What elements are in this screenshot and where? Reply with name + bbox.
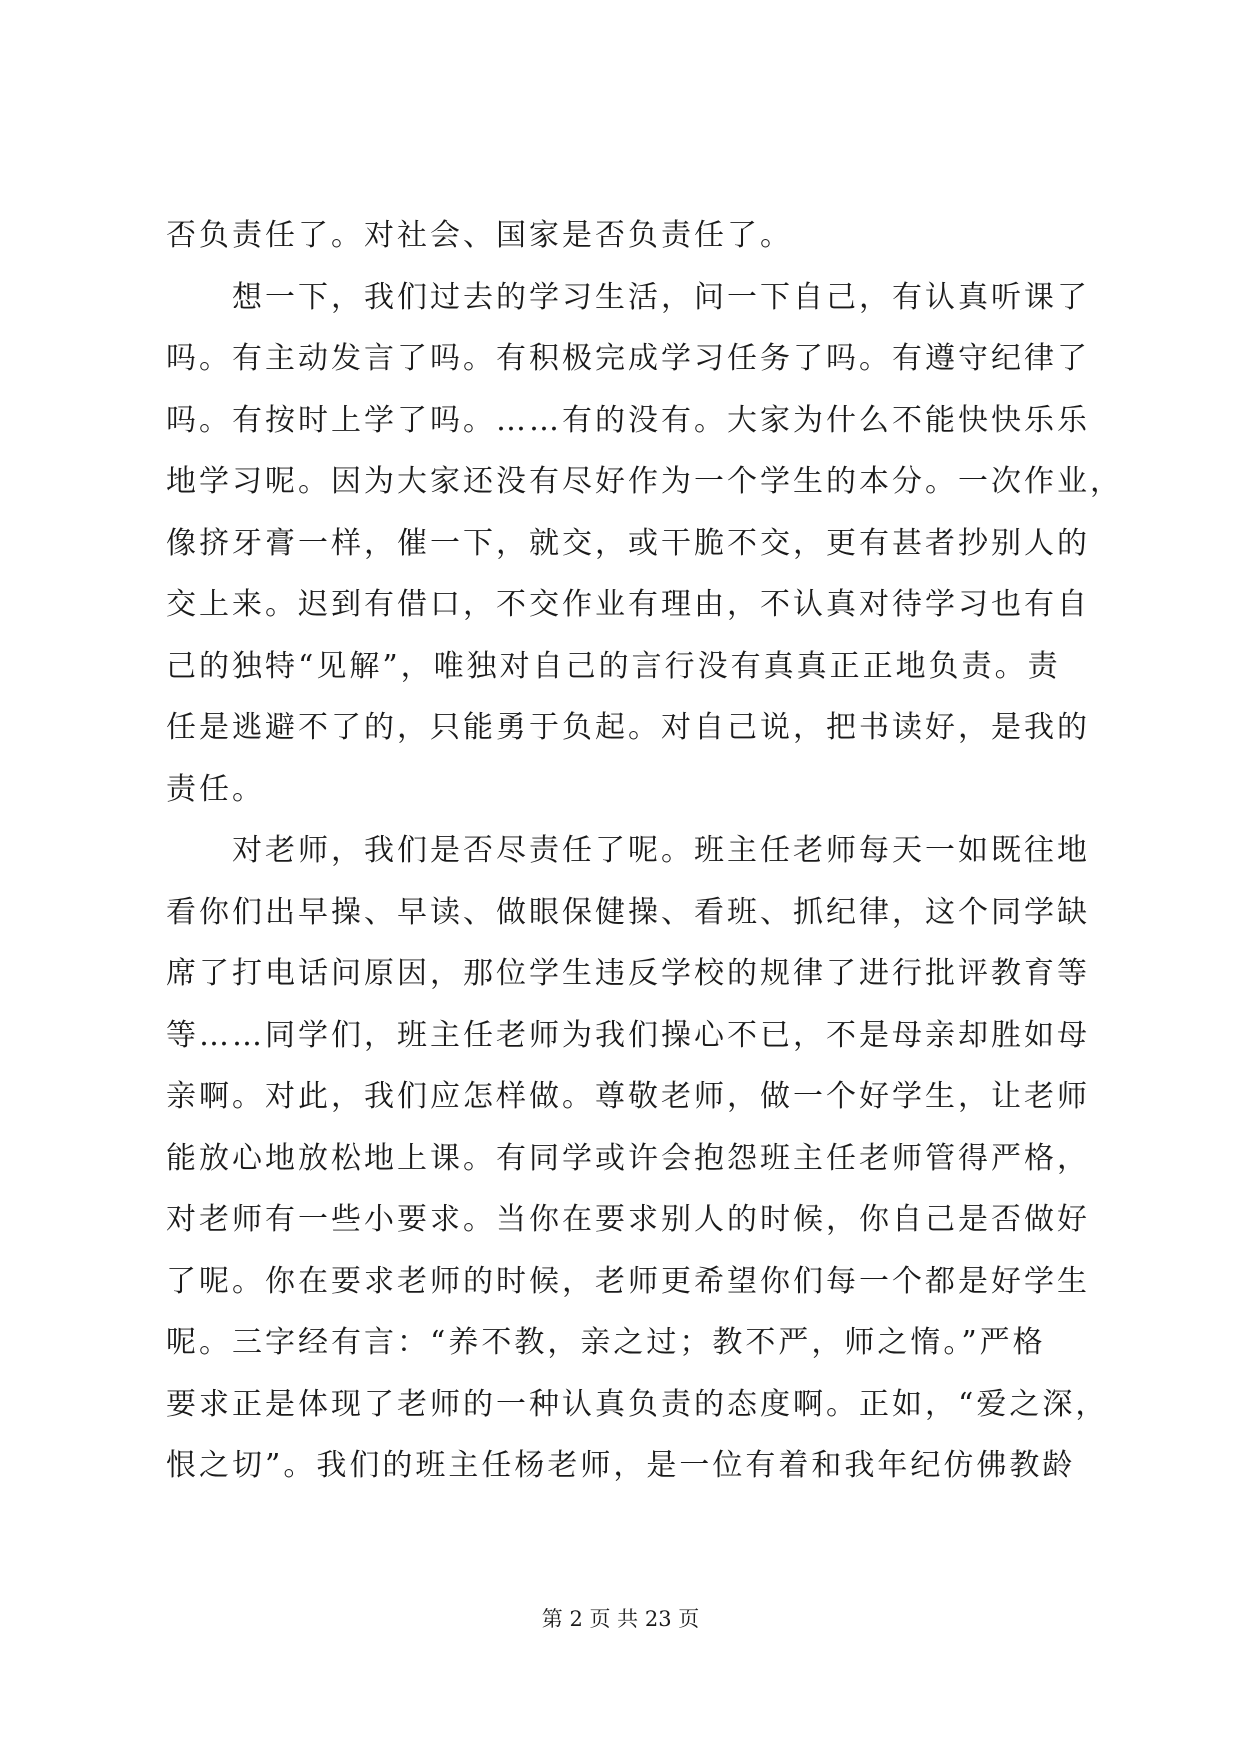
text-line: 对老师，我们是否尽责任了呢。班主任老师每天一如既往地 bbox=[166, 833, 1090, 868]
text-line: 能放心地放松地上课。有同学或许会抱怨班主任老师管得严格， bbox=[166, 1140, 1090, 1176]
page-number-footer: 第 2 页 共 23 页 bbox=[541, 1607, 700, 1631]
body-text bbox=[166, 205, 1123, 1497]
text-line: 了呢。你在要求老师的时候，老师更希望你们每一个都是好学生 bbox=[166, 1263, 1090, 1299]
text-line: 呢。三字经有言：“养不教，亲之过；教不严，师之惰。”严格 bbox=[166, 1325, 1046, 1360]
text-line: 任是逃避不了的，只能勇于负起。对自己说，把书读好，是我的 bbox=[166, 710, 1090, 745]
text-line: 要求正是体现了老师的一种认真负责的态度啊。正如，“爱之深， bbox=[166, 1386, 1109, 1422]
text-line: 吗。有按时上学了吗。……有的没有。大家为什么不能快快乐乐 bbox=[166, 402, 1090, 438]
text-line: 责任。 bbox=[166, 771, 265, 807]
text-line: 席了打电话问原因，那位学生违反学校的规律了进行批评教育等 bbox=[166, 956, 1090, 991]
text-line: 己的独特“见解”，唯独对自己的言行没有真真正正地负责。责 bbox=[166, 648, 1061, 684]
text-line: 吗。有主动发言了吗。有积极完成学习任务了吗。有遵守纪律了 bbox=[166, 341, 1090, 376]
text-line: 看你们出早操、早读、做眼保健操、看班、抓纪律，这个同学缺 bbox=[166, 894, 1090, 930]
text-line: 对老师有一些小要求。当你在要求别人的时候，你自己是否做好 bbox=[166, 1202, 1090, 1237]
text-line: 交上来。迟到有借口，不交作业有理由，不认真对待学习也有自 bbox=[166, 587, 1090, 622]
text-line: 否负责任了。对社会、国家是否负责任了。 bbox=[166, 218, 793, 253]
text-line: 等……同学们，班主任老师为我们操心不已，不是母亲却胜如母 bbox=[166, 1017, 1090, 1053]
text-line: 亲啊。对此，我们应怎样做。尊敬老师，做一个好学生，让老师 bbox=[166, 1079, 1090, 1114]
text-line: 像挤牙膏一样，催一下，就交，或干脆不交，更有甚者抄别人的 bbox=[166, 525, 1090, 561]
text-line: 地学习呢。因为大家还没有尽好作为一个学生的本分。一次作业， bbox=[166, 464, 1123, 499]
text-line: 想一下，我们过去的学习生活，问一下自己，有认真听课了 bbox=[166, 279, 1090, 315]
text-line: 恨之切”。我们的班主任杨老师，是一位有着和我年纪仿佛教龄 bbox=[166, 1448, 1076, 1483]
